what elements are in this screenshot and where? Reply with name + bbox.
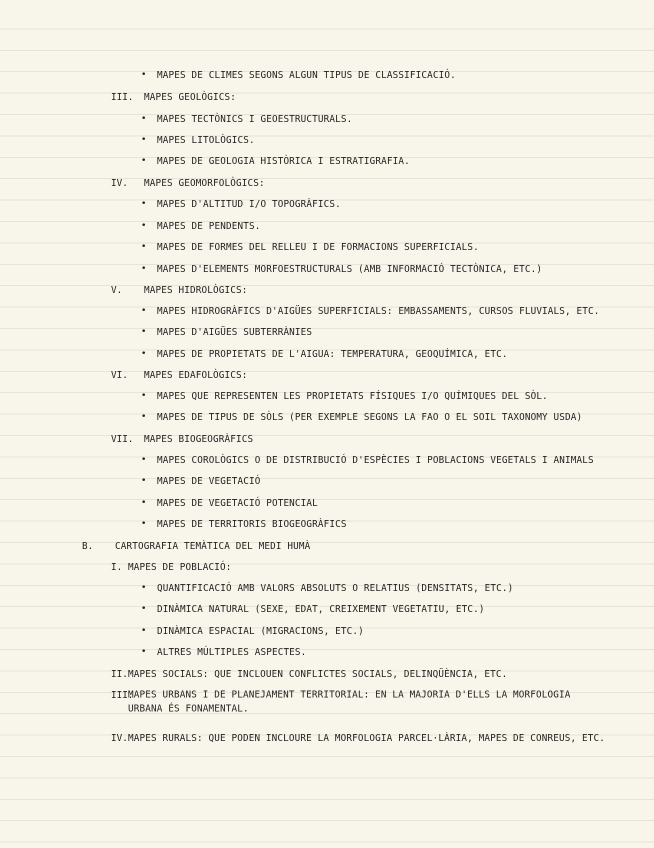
roman-numeral: V.: [111, 285, 123, 296]
list-item: MAPES QUE REPRESENTEN LES PROPIETATS FÍSIQUES I/O QUÍMIQUES DEL SÒL.: [157, 390, 548, 403]
section-heading: MAPES RURALS: QUE PODEN INCLOURE LA MORFOLOGIA PARCEL·LÀRIA, MAPES DE CONREUS, ETC.: [128, 732, 606, 745]
list-item: MAPES LITOLÒGICS.: [157, 134, 255, 147]
list-item: MAPES D'ALTITUD I/O TOPOGRÀFICS.: [157, 198, 341, 211]
bullet-icon: •: [141, 156, 147, 166]
list-item: MAPES D'ELEMENTS MORFOESTRUCTURALS (AMB INFORMACIÓ TECTÒNICA, ETC.): [157, 263, 543, 276]
bullet-icon: •: [141, 199, 147, 209]
section-heading: MAPES URBANS I DE PLANEJAMENT TERRITORIAL: EN LA MAJORIA D'ELLS LA MORFOLOGIA URBANA ÉS FONAMENTAL.: [128, 689, 571, 715]
list-item: MAPES TECTÒNICS I GEOESTRUCTURALS.: [157, 113, 353, 126]
list-item: MAPES DE PROPIETATS DE L'AIGUA: TEMPERATURA, GEOQUÍMICA, ETC.: [157, 348, 508, 361]
list-item: MAPES HIDROGRÀFICS D'AIGÜES SUPERFICIALS: EMBASSAMENTS, CURSOS FLUVIALS, ETC.: [157, 305, 600, 318]
bullet-icon: •: [141, 391, 147, 401]
roman-numeral: IV.: [111, 178, 128, 189]
roman-numeral: II.: [111, 669, 128, 680]
list-item: ALTRES MÚLTIPLES ASPECTES.: [157, 646, 307, 659]
bullet-icon: •: [141, 114, 147, 124]
bullet-icon: •: [141, 327, 147, 337]
section-heading: MAPES DE POBLACIÓ:: [128, 561, 232, 574]
bullet-icon: •: [141, 604, 147, 614]
bullet-icon: •: [141, 70, 147, 80]
section-heading: MAPES GEOMORFOLÒGICS:: [144, 177, 265, 190]
bullet-icon: •: [141, 498, 147, 508]
list-item: QUANTIFICACIÓ AMB VALORS ABSOLUTS O RELATIUS (DENSITATS, ETC.): [157, 582, 514, 595]
list-item: MAPES COROLÒGICS O DE DISTRIBUCIÓ D'ESPÈCIES I POBLACIONS VEGETALS I ANIMALS: [157, 454, 594, 467]
list-item: MAPES DE PENDENTS.: [157, 220, 261, 233]
section-heading: MAPES HIDROLÒGICS:: [144, 284, 248, 297]
section-heading: MAPES GEOLÒGICS:: [144, 91, 236, 104]
list-item: MAPES DE CLIMES SEGONS ALGUN TIPUS DE CLASSIFICACIÓ.: [157, 69, 456, 82]
bullet-icon: •: [141, 221, 147, 231]
bullet-icon: •: [141, 349, 147, 359]
list-item: MAPES DE GEOLOGIA HISTÒRICA I ESTRATIGRAFIA.: [157, 155, 410, 168]
list-item: DINÀMICA NATURAL (SEXE, EDAT, CREIXEMENT VEGETATIU, ETC.): [157, 603, 485, 616]
bullet-icon: •: [141, 647, 147, 657]
letter-marker: B.: [82, 541, 94, 552]
bullet-icon: •: [141, 519, 147, 529]
list-item: MAPES DE VEGETACIÓ: [157, 475, 261, 488]
roman-numeral: III.: [111, 690, 134, 701]
bullet-icon: •: [141, 242, 147, 252]
roman-numeral: VI.: [111, 370, 128, 381]
list-item: MAPES D'AIGÜES SUBTERRÀNIES: [157, 326, 313, 339]
section-heading: MAPES EDAFOLÒGICS:: [144, 369, 248, 382]
section-heading: CARTOGRAFIA TEMÀTICA DEL MEDI HUMÀ: [115, 540, 311, 553]
list-item: DINÀMICA ESPACIAL (MIGRACIONS, ETC.): [157, 625, 364, 638]
bullet-icon: •: [141, 626, 147, 636]
roman-numeral: IV.: [111, 733, 128, 744]
bullet-icon: •: [141, 476, 147, 486]
bullet-icon: •: [141, 583, 147, 593]
list-item: MAPES DE TERRITORIS BIOGEOGRÀFICS: [157, 518, 347, 531]
section-heading: MAPES SOCIALS: QUE INCLOUEN CONFLICTES SOCIALS, DELINQÜÈNCIA, ETC.: [128, 668, 508, 681]
bullet-icon: •: [141, 455, 147, 465]
roman-numeral: VII.: [111, 434, 134, 445]
bullet-icon: •: [141, 135, 147, 145]
bullet-icon: •: [141, 306, 147, 316]
list-item: MAPES DE FORMES DEL RELLEU I DE FORMACIONS SUPERFICIALS.: [157, 241, 479, 254]
roman-numeral: III.: [111, 92, 134, 103]
list-item: MAPES DE VEGETACIÓ POTENCIAL: [157, 497, 318, 510]
bullet-icon: •: [141, 264, 147, 274]
list-item: MAPES DE TIPUS DE SÒLS (PER EXEMPLE SEGONS LA FAO O EL SOIL TAXONOMY USDA): [157, 411, 583, 424]
section-heading: MAPES BIOGEOGRÀFICS: [144, 433, 254, 446]
roman-numeral: I.: [111, 562, 123, 573]
bullet-icon: •: [141, 412, 147, 422]
